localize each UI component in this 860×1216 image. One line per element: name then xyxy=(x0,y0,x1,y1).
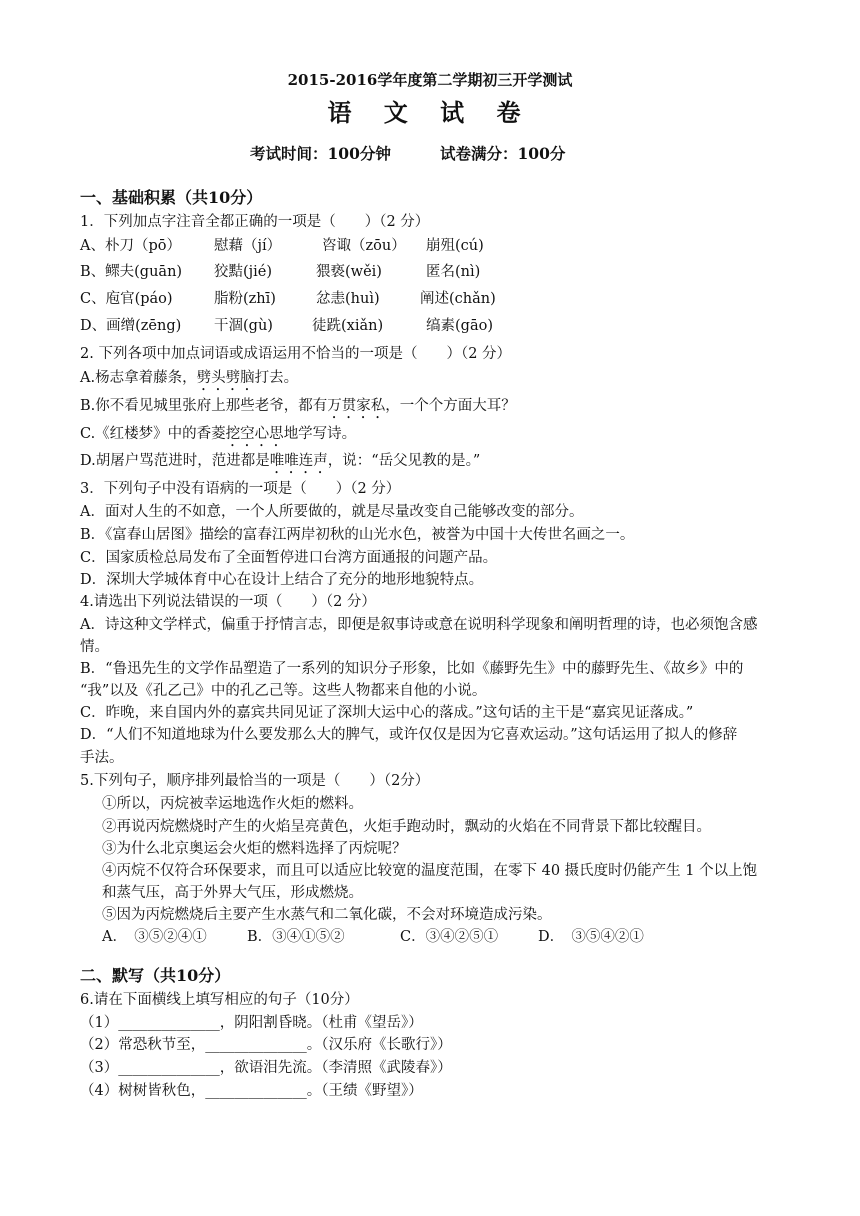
exam-name: 2015-2016学年度第二学期初三开学测试 xyxy=(287,71,573,89)
q2-d-dotted: 唯唯连声 xyxy=(269,453,328,469)
question-3-option-d: D．深圳大学城体育中心在设计上结合了充分的地形地貌特点。 xyxy=(80,572,484,588)
q1-c-2: 脂粉(zhī) xyxy=(214,291,276,307)
exam-time: 考试时间：100分钟 xyxy=(250,144,391,163)
question-4-stem: 4.请选出下列说法错误的一项（ ）（2 分） xyxy=(80,594,376,610)
q1-d-4: 缟素(gāo) xyxy=(426,318,493,334)
question-4-option-a: A．诗这种文学样式，偏重于抒情言志，即便是叙事诗或意在说明科学现象和阐明哲理的诗，也必须饱含感 xyxy=(80,617,758,633)
q1-d-3: 徒跣(xiǎn) xyxy=(312,318,384,334)
question-3-option-b: B．《富春山居图》描绘的富春江两岸初秋的山光水色，被誉为中国十大传世名画之一。 xyxy=(80,527,635,543)
q5-option-b: B．③④①⑤② xyxy=(247,929,345,945)
question-6-item-4: （4）树树皆秋色，______________。（王绩《野望》） xyxy=(80,1083,423,1099)
question-6-item-2: （2）常恐秋节至，______________。（汉乐府《长歌行》） xyxy=(80,1037,452,1053)
question-6-item-1: （1）______________，阴阳割昏晓。（杜甫《望岳》） xyxy=(80,1015,423,1031)
question-5-sentence-4-cont: 和蒸气压，高于外界大气压，形成燃烧。 xyxy=(102,885,363,901)
q5-option-c: C．③④②⑤① xyxy=(400,929,499,945)
q5-option-a: A． ③⑤②④① xyxy=(102,929,207,945)
question-5-stem: 5.下列句子，顺序排列最恰当的一项是（ ）（2分） xyxy=(80,773,430,789)
q2-b-dotted: 万贯家私 xyxy=(327,398,386,414)
question-6-item-3: （3）______________，欲语泪先流。（李清照《武陵春》） xyxy=(80,1060,452,1076)
q1-c-1: C、庖官(páo) xyxy=(80,291,173,307)
question-4-option-d-cont: 手法。 xyxy=(80,750,124,766)
full-score: 试卷满分：100分 xyxy=(440,144,566,163)
paper-title: 语 文 试 卷 xyxy=(327,98,533,127)
q1-b-2: 狡黠(jié) xyxy=(214,264,273,280)
q2-c-dotted: 挖空心思 xyxy=(225,426,284,442)
question-4-option-a-cont: 情。 xyxy=(80,639,109,655)
question-6-stem: 6.请在下面横线上填写相应的句子（10分） xyxy=(80,992,359,1008)
question-2-stem: 2. 下列各项中加点词语或成语运用不恰当的一项是（ ）（2 分） xyxy=(80,346,512,362)
question-2-option-a: A.杨志拿着藤条，劈头劈脑打去。 xyxy=(80,370,299,386)
question-3-option-a: A．面对人生的不如意，一个人所要做的，就是尽量改变自己能够改变的部分。 xyxy=(80,504,584,520)
q1-d-1: D、画缯(zēng) xyxy=(80,318,182,334)
question-2-option-c: C.《红楼梦》中的香菱挖空心思地学写诗。 xyxy=(80,426,357,442)
section-heading-dictation: 二、默写（共10分） xyxy=(80,966,231,985)
question-2-option-d: D.胡屠户骂范进时，范进都是唯唯连声，说：“岳父见教的是。” xyxy=(80,453,481,469)
question-4-option-b-cont: “我”以及《孔乙己》中的孔乙己等。这些人物都来自他的小说。 xyxy=(80,683,487,699)
question-2-option-b: B.你不看见城里张府上那些老爷，都有万贯家私，一个个方面大耳？ xyxy=(80,398,516,414)
question-3-option-c: C．国家质检总局发布了全面暂停进口台湾方面通报的问题产品。 xyxy=(80,550,498,566)
q1-d-2: 干涸(gù) xyxy=(214,318,273,334)
q2-a-dotted: 劈头劈脑 xyxy=(196,370,255,386)
q1-a-4: 崩殂(cú) xyxy=(426,238,484,254)
question-3-stem: 3．下列句子中没有语病的一项是（ ）（2 分） xyxy=(80,481,401,497)
q1-a-1: A、朴刀（pō） xyxy=(80,238,181,254)
question-4-option-b: B．“鲁迅先生的文学作品塑造了一系列的知识分子形象，比如《藤野先生》中的藤野先生、《故乡》中的 xyxy=(80,661,744,677)
question-5-sentence-3: ③为什么北京奥运会火炬的燃料选择了丙烷呢？ xyxy=(102,841,407,857)
question-1-stem: 1．下列加点字注音全都正确的一项是（ ）（2 分） xyxy=(80,214,430,230)
q1-a-2: 慰藉（jí） xyxy=(214,238,282,254)
question-4-option-d: D．“人们不知道地球为什么要发那么大的脾气，或许仅仅是因为它喜欢运动。”这句话运用了拟人的修辞 xyxy=(80,727,738,743)
q5-option-d: D． ③⑤④②① xyxy=(538,929,644,945)
q1-b-4: 匿名(nì) xyxy=(426,264,481,280)
question-5-sentence-2: ②再说丙烷燃烧时产生的火焰呈亮黄色，火炬手跑动时，飘动的火焰在不同背景下都比较醒目。 xyxy=(102,819,711,835)
question-5-sentence-5: ⑤因为丙烷燃烧后主要产生水蒸气和二氧化碳，不会对环境造成污染。 xyxy=(102,907,552,923)
q1-b-3: 猥亵(wěi) xyxy=(316,264,382,280)
q1-c-4: 阐述(chǎn) xyxy=(420,291,496,307)
question-5-sentence-1: ①所以，丙烷被幸运地选作火炬的燃料。 xyxy=(102,796,363,812)
q1-b-1: B、鳏夫(guān) xyxy=(80,264,183,280)
question-5-sentence-4: ④丙烷不仅符合环保要求，而且可以适应比较宽的温度范围，在零下 40 摄氏度时仍能产生 1 个以上饱 xyxy=(102,863,758,879)
q1-c-3: 忿恚(huì) xyxy=(316,291,380,307)
question-4-option-c: C．昨晚，来自国内外的嘉宾共同见证了深圳大运中心的落成。”这句话的主干是“嘉宾见证落成。” xyxy=(80,705,694,721)
section-heading-basics: 一、基础积累（共10分） xyxy=(80,188,263,207)
q1-a-3: 咨诹（zōu） xyxy=(322,238,406,254)
